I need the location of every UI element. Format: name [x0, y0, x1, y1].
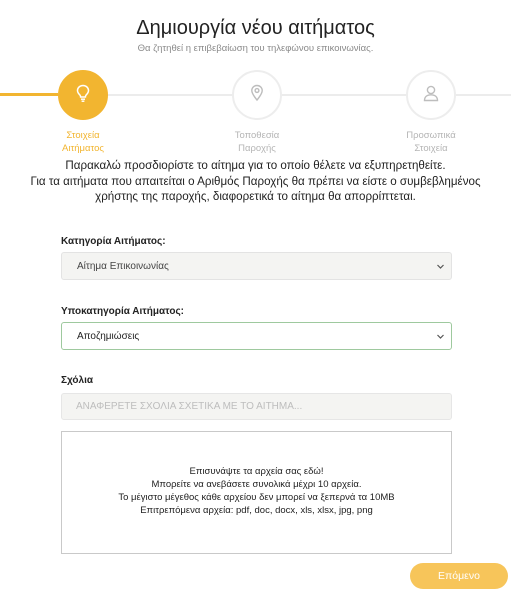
step-label-line: Παροχής — [238, 143, 276, 154]
lightbulb-icon — [74, 83, 92, 108]
step-request-details[interactable] — [38, 70, 128, 155]
dropzone-line: Το μέγιστο μέγεθος κάθε αρχείου δεν μπορεί να ξεπερνά τα 10MB — [118, 492, 395, 503]
file-dropzone[interactable] — [61, 431, 452, 554]
subcategory-label: Υποκατηγορία Αιτήματος: — [61, 306, 184, 317]
step-label-line: Προσωπικά — [406, 130, 456, 141]
subcategory-selected-value: Αποζημιώσεις — [77, 330, 140, 342]
step-circle-active — [58, 70, 108, 120]
category-selected-value: Αίτημα Επικοινωνίας — [77, 260, 169, 272]
chevron-down-icon — [436, 332, 445, 344]
comments-placeholder: ΑΝΑΦΕΡΕΤΕ ΣΧΟΛΙΑ ΣΧΕΤΙΚΑ ΜΕ ΤΟ ΑΙΤΗΜΑ... — [76, 401, 303, 412]
intro-text — [20, 158, 491, 205]
next-button[interactable]: Επόμενο — [410, 563, 508, 589]
step-label-personal-details — [386, 129, 476, 155]
dropzone-line: Επιτρεπόμενα αρχεία: pdf, doc, docx, xls, xlsx, jpg, png — [140, 505, 373, 516]
dropzone-line: Επισυνάψτε τα αρχεία σας εδώ! — [189, 466, 324, 477]
step-circle — [406, 70, 456, 120]
page-subtitle: Θα ζητηθεί η επιβεβαίωση του τηλεφώνου επικοινωνίας. — [137, 43, 374, 54]
step-label-supply-location — [212, 129, 302, 155]
chevron-down-icon — [436, 262, 445, 274]
map-pin-icon — [250, 84, 264, 107]
step-label-line: Στοιχεία — [66, 130, 100, 141]
step-circle — [232, 70, 282, 120]
progress-stepper — [0, 65, 511, 155]
comments-input[interactable] — [61, 393, 452, 420]
intro-line: Παρακαλώ προσδιορίστε το αίτημα για το οποίο θέλετε να εξυπηρετηθείτε. — [65, 159, 446, 172]
step-personal-details[interactable] — [386, 70, 476, 155]
category-label: Κατηγορία Αιτήματος: — [61, 236, 166, 247]
step-supply-location[interactable] — [212, 70, 302, 155]
step-label-line: Στοιχεία — [414, 143, 448, 154]
step-label-line: Αιτήματος — [62, 143, 104, 154]
user-icon — [422, 84, 440, 107]
subcategory-select[interactable] — [61, 322, 452, 350]
page-title: Δημιουργία νέου αιτήματος — [136, 17, 375, 39]
category-select[interactable] — [61, 252, 452, 280]
step-label-line: Τοποθεσία — [234, 130, 280, 141]
intro-line: χρήστης της παροχής, διαφορετικά το αίτημα θα απορρίπτεται. — [95, 190, 416, 203]
intro-line: Για τα αιτήματα που απαιτείται ο Αριθμός Παροχής θα πρέπει να είστε ο συμβεβλημένος — [30, 174, 481, 188]
comments-label: Σχόλια — [61, 375, 93, 386]
dropzone-line: Μπορείτε να ανεβάσετε συνολικά μέχρι 10 αρχεία. — [151, 479, 362, 490]
step-label-request-details — [38, 129, 128, 155]
